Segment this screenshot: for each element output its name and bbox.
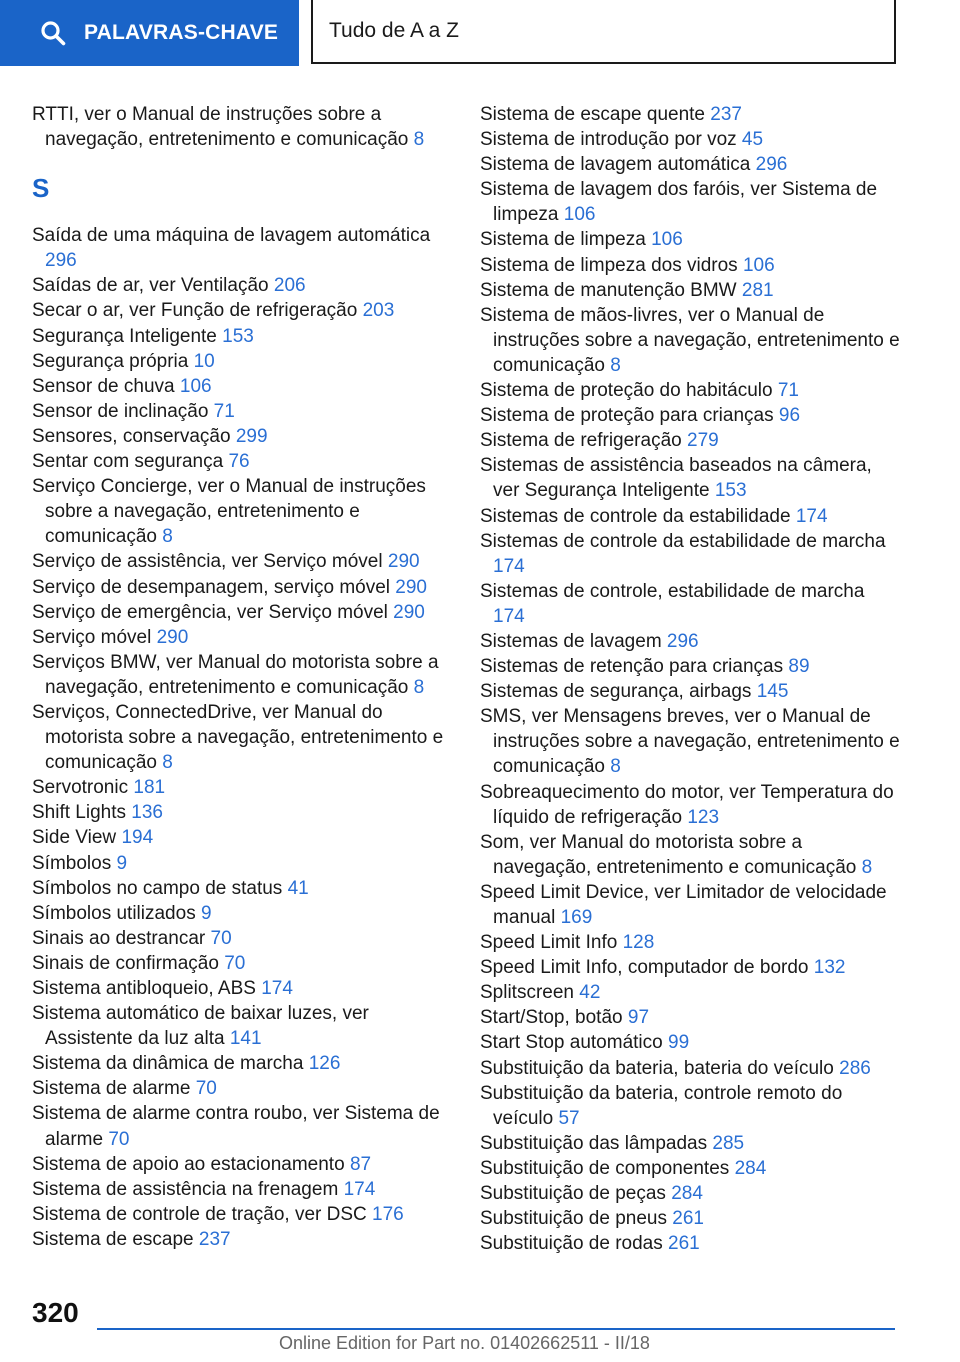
index-entry <box>32 1202 447 1227</box>
index-entry-text: Serviço de emergência, ver Serviço móvel <box>32 601 394 623</box>
page-reference-link[interactable]: 237 <box>710 104 742 125</box>
index-entry <box>32 876 447 901</box>
index-entry-text: Sistema de assistência na frenagem <box>32 1178 344 1200</box>
index-entry-text: Sistema de manutenção BMW <box>480 279 742 301</box>
page-reference-link[interactable]: 284 <box>734 1157 767 1179</box>
page-reference-link[interactable]: 141 <box>229 1028 262 1050</box>
index-entry-text: Substituição da bateria, bateria do veículo <box>480 1057 840 1079</box>
page-reference-link[interactable]: 206 <box>273 275 306 297</box>
index-entry <box>32 951 447 976</box>
page-reference-link[interactable]: 10 <box>193 350 215 372</box>
page-number: 320 <box>32 1297 79 1328</box>
keywords-button[interactable] <box>0 0 299 66</box>
index-entry-text: Sistema de lavagem dos faróis, ver Sistema de limpeza <box>480 179 878 226</box>
page-reference-link[interactable]: 97 <box>627 1007 650 1029</box>
index-entry-text: Sistema de refrigeração <box>480 430 687 452</box>
index-entry-text: Start Stop automático <box>480 1032 668 1054</box>
index-entry <box>480 127 900 152</box>
top-bar <box>0 0 960 66</box>
index-entry-text: Sistemas de lavagem <box>480 630 667 652</box>
page-reference-link[interactable]: 106 <box>179 375 212 397</box>
index-entry-text: Sistema de mãos-livres, ver o Manual de instruções sobre a navegação, entretenimento e comunicação <box>480 304 900 376</box>
index-entry-text: Speed Limit Info, computador de bordo <box>480 957 814 979</box>
page-reference-link[interactable]: 290 <box>387 551 420 573</box>
index-entry <box>480 1181 900 1206</box>
index-entry <box>32 650 447 700</box>
index-entry <box>480 629 900 654</box>
index-entry <box>480 278 900 303</box>
index-entry <box>32 625 447 650</box>
index-entry-text: Substituição de rodas <box>480 1233 669 1255</box>
index-entry-text: Sistema antibloqueio, ABS <box>32 978 262 999</box>
index-entry <box>480 1081 900 1131</box>
page-reference-link[interactable]: 70 <box>195 1078 217 1100</box>
index-entry-text: Sobreaquecimento do motor, ver Temperatura do líquido de refrigeração <box>480 781 894 828</box>
page-reference-link[interactable]: 89 <box>788 656 810 678</box>
index-entry-text: Saídas de ar, ver Ventilação <box>32 275 274 297</box>
page-reference-link[interactable]: 136 <box>131 802 163 824</box>
index-entry-text: Substituição da bateria, controle remoto do veículo <box>480 1082 843 1129</box>
index-entry-text: Sistemas de segurança, airbags <box>480 681 757 703</box>
index-entry <box>480 1131 900 1156</box>
chapter-title: Tudo de A a Z <box>329 19 459 42</box>
page-reference-link[interactable]: 42 <box>579 982 601 1004</box>
index-entry-text: Saída de uma máquina de lavagem automática <box>32 225 431 247</box>
page-reference-link[interactable]: 128 <box>622 932 655 954</box>
index-entry-text: Sistema de escape <box>32 1228 199 1250</box>
index-entry <box>32 575 447 600</box>
page-reference-link[interactable]: 153 <box>714 480 747 502</box>
page-reference-link[interactable]: 181 <box>133 777 166 799</box>
index-entry <box>480 529 900 579</box>
index-entry-text: Sistema de lavagem automática <box>480 154 756 176</box>
page-reference-link[interactable]: 153 <box>222 325 254 347</box>
index-entry-text: Shift Lights <box>32 802 132 824</box>
index-entry <box>480 227 900 252</box>
index-entry <box>32 549 447 574</box>
index-entry <box>32 1152 447 1177</box>
index-entry-text: Sistemas de controle da estabilidade <box>480 505 796 527</box>
index-entry-text: Substituição de pneus <box>480 1208 673 1230</box>
index-column-right <box>480 102 900 1256</box>
page-reference-link[interactable]: 290 <box>393 601 425 623</box>
index-entry <box>480 1156 900 1181</box>
index-entry <box>32 1227 447 1252</box>
keywords-button-label: PALAVRAS-CHAVE <box>84 21 279 44</box>
page-reference-link[interactable]: 106 <box>563 204 596 226</box>
index-entry <box>480 504 900 529</box>
page-reference-link[interactable]: 145 <box>756 681 789 703</box>
page-reference-link[interactable]: 8 <box>162 752 173 774</box>
index-entry-text: Segurança própria <box>32 350 194 372</box>
section-letter: S <box>32 173 50 204</box>
page-reference-link[interactable]: 8 <box>413 676 425 698</box>
index-entry-text: Sinais de confirmação <box>32 952 225 974</box>
index-entry-text: Sistemas de controle da estabilidade de marcha <box>480 530 886 552</box>
index-entry-text: Serviço de assistência, ver Serviço móvel <box>32 551 388 573</box>
index-entry-text: Sentar com segurança <box>32 451 229 473</box>
index-entry-text: Sistemas de retenção para crianças <box>480 656 789 678</box>
page-reference-link[interactable]: 174 <box>261 978 293 999</box>
page-reference-link[interactable]: 99 <box>668 1032 690 1054</box>
page-reference-link[interactable]: 9 <box>200 902 212 924</box>
index-entry <box>32 349 447 374</box>
index-entry <box>32 1076 447 1101</box>
index-entry <box>32 1177 447 1202</box>
page-reference-link[interactable]: 203 <box>362 300 395 322</box>
index-entry <box>32 424 447 449</box>
page-reference-link[interactable]: 169 <box>560 907 593 928</box>
index-entry-text: Serviços, ConnectedDrive, ver Manual do motorista sobre a navegação, entretenimento e comunicação <box>32 701 444 774</box>
index-entry-text: Sistemas de controle, estabilidade de marcha <box>480 580 865 602</box>
index-entry <box>480 980 900 1005</box>
page-reference-link[interactable]: 174 <box>493 605 525 627</box>
page-reference-link[interactable]: 176 <box>372 1203 404 1225</box>
index-entry <box>32 901 447 926</box>
index-entry <box>480 654 900 679</box>
page-reference-link[interactable]: 290 <box>395 576 427 598</box>
index-entry <box>32 600 447 625</box>
page-reference-link[interactable]: 286 <box>839 1057 871 1079</box>
page-reference-link[interactable]: 126 <box>308 1053 341 1075</box>
index-entry <box>480 1056 900 1081</box>
index-entry-text: Start/Stop, botão <box>480 1007 628 1029</box>
page-reference-link[interactable]: 174 <box>493 555 525 577</box>
page-reference-link[interactable]: 71 <box>777 380 799 402</box>
index-entry <box>480 830 900 880</box>
index-entry <box>32 976 447 1001</box>
index-entry-text: Símbolos no campo de status <box>32 877 288 899</box>
page-reference-link[interactable]: 45 <box>741 129 764 151</box>
index-entry-text: Sistema da dinâmica de marcha <box>32 1053 309 1075</box>
index-entry <box>480 880 900 930</box>
page-reference-link[interactable]: 70 <box>210 927 232 949</box>
index-entry-text: Sistema de introdução por voz <box>480 129 742 151</box>
page-reference-link[interactable]: 41 <box>287 877 309 899</box>
index-entry <box>32 474 447 549</box>
index-entry <box>32 775 447 800</box>
page-reference-link[interactable]: 261 <box>668 1233 700 1255</box>
index-entry-text: Serviços BMW, ver Manual do motorista sobre a navegação, entretenimento e comunicação <box>32 651 439 698</box>
page-reference-link[interactable]: 106 <box>651 229 683 251</box>
index-entry-text: Servotronic <box>32 777 134 799</box>
index-entry-text: SMS, ver Mensagens breves, ver o Manual de instruções sobre a navegação, entretenimento e comunicação <box>480 706 900 778</box>
index-entry-text: Serviço de desempanagem, serviço móvel <box>32 576 396 598</box>
index-entry <box>480 1231 900 1256</box>
page-reference-link[interactable]: 106 <box>742 254 775 276</box>
page-reference-link[interactable]: 8 <box>413 129 425 151</box>
page-reference-link[interactable]: 261 <box>672 1208 704 1230</box>
index-entry <box>480 152 900 177</box>
index-entry-text: Som, ver Manual do motorista sobre a navegação, entretenimento e comunicação <box>480 831 862 878</box>
index-entry-text: Sistema automático de baixar luzes, ver Assistente da luz alta <box>32 1003 369 1050</box>
index-entry-text: Sistema de limpeza <box>480 229 652 251</box>
index-entry-text: Serviço Concierge, ver o Manual de instruções sobre a navegação, entretenimento e comunicação <box>32 476 426 548</box>
index-entry <box>32 449 447 474</box>
page-reference-link[interactable]: 290 <box>156 626 189 648</box>
index-column-left <box>32 102 447 1252</box>
index-entry <box>480 704 900 779</box>
index-entry <box>480 403 900 428</box>
page-reference-link[interactable]: 299 <box>235 425 268 447</box>
page-reference-link[interactable]: 87 <box>349 1153 372 1175</box>
index-entry <box>32 374 447 399</box>
index-entry-text: Sensor de inclinação <box>32 400 214 422</box>
index-entry-text: Sistema de controle de tração, ver DSC <box>32 1203 373 1225</box>
index-entry-text: Sistema de alarme contra roubo, ver Sistema de alarme <box>32 1103 440 1150</box>
index-entry-text: Sistema de escape quente <box>480 104 711 125</box>
index-entry <box>32 298 447 323</box>
page-reference-link[interactable]: 296 <box>755 154 788 176</box>
page-reference-link[interactable]: 296 <box>45 250 77 272</box>
index-entry <box>32 324 447 349</box>
index-entry-text: Splitscreen <box>480 982 580 1004</box>
index-entry-text: Serviço móvel <box>32 626 157 648</box>
index-entry-text: Substituição das lâmpadas <box>480 1132 713 1154</box>
index-entry <box>480 1030 900 1055</box>
index-entry <box>32 223 447 273</box>
index-entry-text: Speed Limit Info <box>480 932 623 954</box>
index-entry <box>480 177 900 227</box>
index-entry-text: Sistema de alarme <box>32 1078 196 1100</box>
page-reference-link[interactable]: 296 <box>666 630 699 652</box>
index-entry <box>480 930 900 955</box>
page-reference-link[interactable]: 9 <box>116 852 128 874</box>
index-entry <box>480 253 900 278</box>
index-entry <box>480 579 900 629</box>
page-reference-link[interactable]: 57 <box>558 1107 580 1129</box>
index-entry <box>480 428 900 453</box>
page-reference-link[interactable]: 8 <box>610 756 621 778</box>
page-reference-link[interactable]: 285 <box>712 1132 745 1154</box>
page-reference-link[interactable]: 174 <box>795 505 828 527</box>
page-reference-link[interactable]: 8 <box>162 526 173 548</box>
index-entry-text: RTTI, ver o Manual de instruções sobre a navegação, entretenimento e comunicação <box>32 104 414 151</box>
index-entry-text: Sinais ao destrancar <box>32 927 211 949</box>
page-reference-link[interactable]: 194 <box>121 827 154 849</box>
index-entry-text: Segurança Inteligente <box>32 325 223 347</box>
page-reference-link[interactable]: 8 <box>861 856 873 878</box>
index-entry-text: Sistema de limpeza dos vidros <box>480 254 743 276</box>
page-reference-link[interactable]: 96 <box>778 405 801 427</box>
index-entry <box>32 825 447 850</box>
index-entry-text: Substituição de componentes <box>480 1157 735 1179</box>
page-reference-link[interactable]: 174 <box>343 1178 376 1200</box>
index-entry-text: Sistema de proteção do habitáculo <box>480 380 778 402</box>
index-entry <box>480 679 900 704</box>
page-reference-link[interactable]: 8 <box>610 354 621 376</box>
index-entry <box>480 1206 900 1231</box>
index-entry <box>32 800 447 825</box>
index-entry <box>480 102 900 127</box>
index-entry <box>480 955 900 980</box>
chapter-title-box <box>311 0 896 64</box>
page-reference-link[interactable]: 71 <box>213 400 235 422</box>
index-entry <box>32 1051 447 1076</box>
index-entry <box>32 700 447 775</box>
index-entry <box>32 1101 447 1151</box>
index-entry-text: Símbolos <box>32 852 117 874</box>
index-entry <box>32 273 447 298</box>
footer-edition-text: Online Edition for Part no. 01402662511 - II/18 <box>279 1333 650 1353</box>
index-entry-text: Speed Limit Device, ver Limitador de velocidade manual <box>480 881 887 928</box>
index-entry-text: Secar o ar, ver Função de refrigeração <box>32 300 363 322</box>
index-entry-text: Sensor de chuva <box>32 375 180 397</box>
index-entry-text: Substituição de peças <box>480 1183 672 1205</box>
index-entry-text: Sensores, conservação <box>32 425 236 447</box>
page-reference-link[interactable]: 70 <box>224 952 246 974</box>
index-entry-text: Símbolos utilizados <box>32 902 201 924</box>
page-reference-link[interactable]: 76 <box>228 451 250 473</box>
footer-divider <box>97 1328 895 1330</box>
index-entry <box>32 851 447 876</box>
index-entry-text: Sistemas de assistência baseados na câmera, ver Segurança Inteligente <box>480 455 872 502</box>
index-entry <box>32 399 447 424</box>
page-reference-link[interactable]: 281 <box>741 279 774 301</box>
page-reference-link[interactable]: 70 <box>108 1128 130 1150</box>
index-entry <box>32 926 447 951</box>
index-entry <box>32 1001 447 1051</box>
page-reference-link[interactable]: 132 <box>813 957 846 979</box>
index-entry <box>32 102 447 152</box>
page-reference-link[interactable]: 284 <box>671 1183 703 1205</box>
index-entry <box>480 303 900 378</box>
index-entry-text: Sistema de apoio ao estacionamento <box>32 1153 350 1175</box>
index-entry <box>480 453 900 503</box>
index-entry <box>480 378 900 403</box>
page-reference-link[interactable]: 237 <box>198 1228 231 1250</box>
page-reference-link[interactable]: 279 <box>687 430 719 452</box>
index-entry <box>480 780 900 830</box>
index-entry <box>480 1005 900 1030</box>
search-icon <box>40 20 66 46</box>
index-entry-text: Sistema de proteção para crianças <box>480 405 779 427</box>
page-reference-link[interactable]: 123 <box>687 806 720 828</box>
index-entry-text: Side View <box>32 827 122 849</box>
